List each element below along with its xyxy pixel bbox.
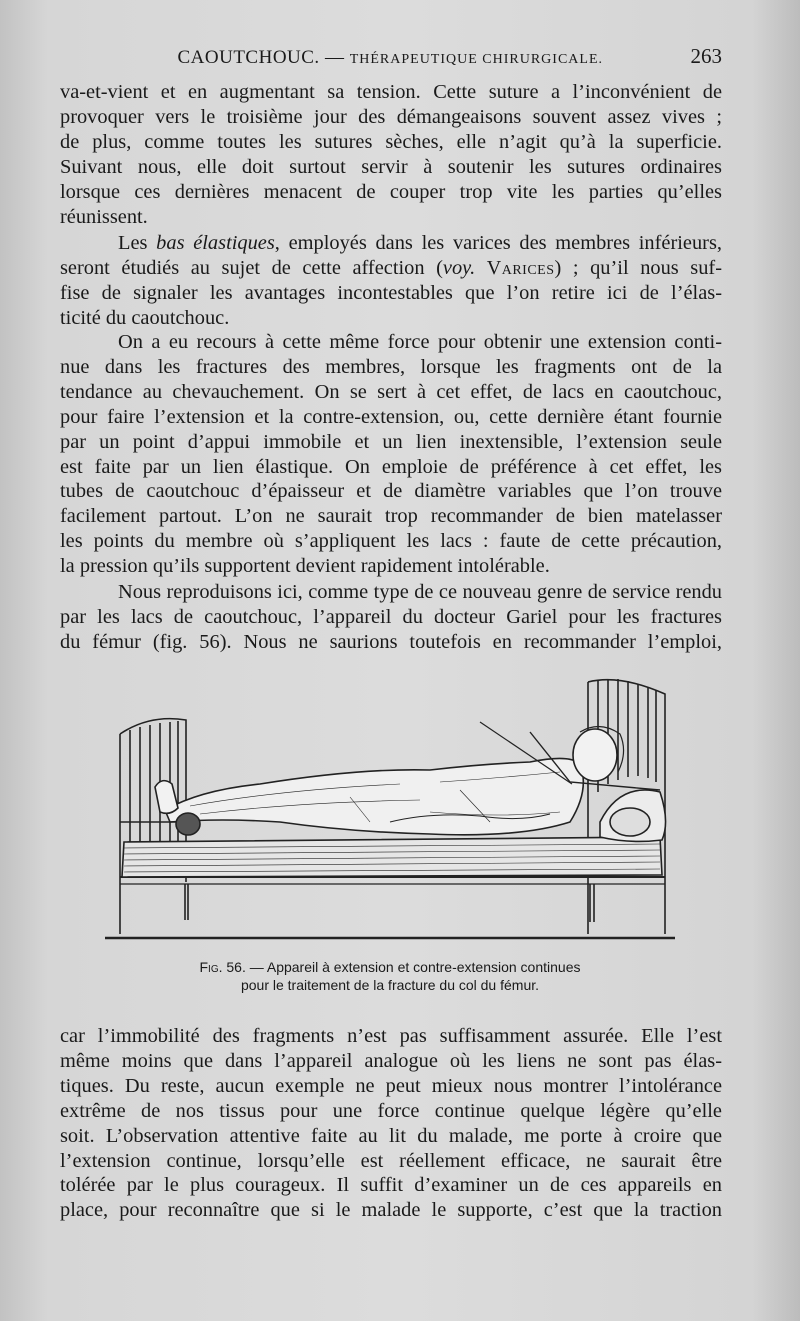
text-line: Suivant nous, elle doit surtout servir à soutenir les sutures ordinaires [60,155,722,178]
text-line: du fémur (fig. 56). Nous ne saurions toutefois en recommander l’emploi, [60,630,722,653]
text-line: extrême de nos tissus pour une force continue quelque légère qu’elle [60,1099,722,1122]
text-line: l’extension continue, lorsqu’elle est réellement efficace, ne saurait être [60,1149,722,1172]
figure-label: Fig. 56. [199,959,246,975]
text-line [60,256,722,281]
text-line: fise de signaler les avantages incontestables que l’on retire ici de l’élas- [60,281,722,304]
italic-term: bas élastiques [156,232,275,254]
text-line: va-et-vient et en augmentant sa tension. Cette suture a l’inconvénient de [60,81,722,103]
text-line: de plus, comme toutes les sutures sèches, elle n’agit qu’à la superficie. [60,130,722,153]
text-line: par les lacs de caoutchouc, l’appareil du docteur Gariel pour les fractures [60,605,722,628]
italic-term: voy. [442,256,476,279]
running-header [60,44,722,74]
header-subtitle: THÉRAPEUTIQUE CHIRURGICALE. [349,52,604,67]
text-run: seront étudiés au sujet de cette affection ( [60,256,443,279]
caption-text: — Appareil à extension et contre-extension continues [245,959,581,975]
text-line: Nous reproduisons ici, comme type de ce nouveau genre de service rendu [118,581,722,603]
figure-caption [100,958,680,994]
text-run: Les [118,232,157,254]
text-line: pour faire l’extension et la contre-extension, ou, cette dernière étant fournie [60,405,722,428]
paragraph-4 [60,580,722,655]
text-line: tendance au chevauchement. On se sert à cet effet, de lacs en caoutchouc, [60,380,722,403]
header-title: CAOUTCHOUC. [177,47,320,68]
text-line: tiques. Du reste, aucun exemple ne peut mieux nous montrer l’intolérance [60,1074,722,1097]
paragraph-5 [60,1024,722,1223]
caption-line-1 [100,958,680,976]
header-separator: — [324,47,345,68]
paragraph-3 [60,330,722,579]
text-run: ) ; qu’il nous suf- [554,256,722,279]
page-number: 263 [690,44,722,68]
text-line: lorsque ces dernières menacent de couper trop vite les parties qu’elles [60,180,722,203]
text-line: réunissent. [60,205,148,228]
text-line: la pression qu’ils supportent devient rapidement intolérable. [60,555,550,578]
text-line: même moins que dans l’appareil analogue où les liens ne sont pas élas- [60,1049,722,1072]
text-line: ticité du caoutchouc. [60,306,230,329]
text-line: On a eu recours à cette même force pour obtenir une extension conti- [118,331,722,353]
text-line: est faite par un lien élastique. On emploie de préférence à cet effet, les [60,455,722,478]
caption-line-2: pour le traitement de la fracture du col du fémur. [240,977,540,993]
text-line: tubes de caoutchouc d’épaisseur et de diamètre variables que l’on trouve [60,480,722,503]
text-line: car l’immobilité des fragments n’est pas suffisamment assurée. Elle l’est [60,1025,722,1047]
text-line: les points du membre où s’appliquent les lacs : faute de cette précaution, [60,530,722,553]
text-run: , employés dans les varices des membres inférieurs, [274,232,722,254]
small-caps-term: Varices [475,256,555,279]
paragraph-2 [60,231,722,331]
figure-56-illustration [100,672,680,944]
text-line [60,231,722,256]
paragraph-1 [60,80,722,229]
text-line: place, pour reconnaître que si le malade le supporte, c’est que la traction [60,1199,722,1222]
text-line: facilement partout. L’on ne saurait trop recommander de bien matelasser [60,505,722,528]
text-line: tolérée par le plus courageux. Il suffit d’examiner un de ces appareils en [60,1174,722,1197]
text-line: soit. L’observation attentive faite au lit du malade, me porte à croire que [60,1124,722,1147]
running-head [60,47,691,69]
text-line: nue dans les fractures des membres, lorsque les fragments ont de la [60,355,722,378]
text-line: par un point d’appui immobile et un lien inextensible, l’extension seule [60,430,722,453]
text-line: provoquer vers le troisième jour des démangeaisons souvent assez vives ; [60,105,722,128]
